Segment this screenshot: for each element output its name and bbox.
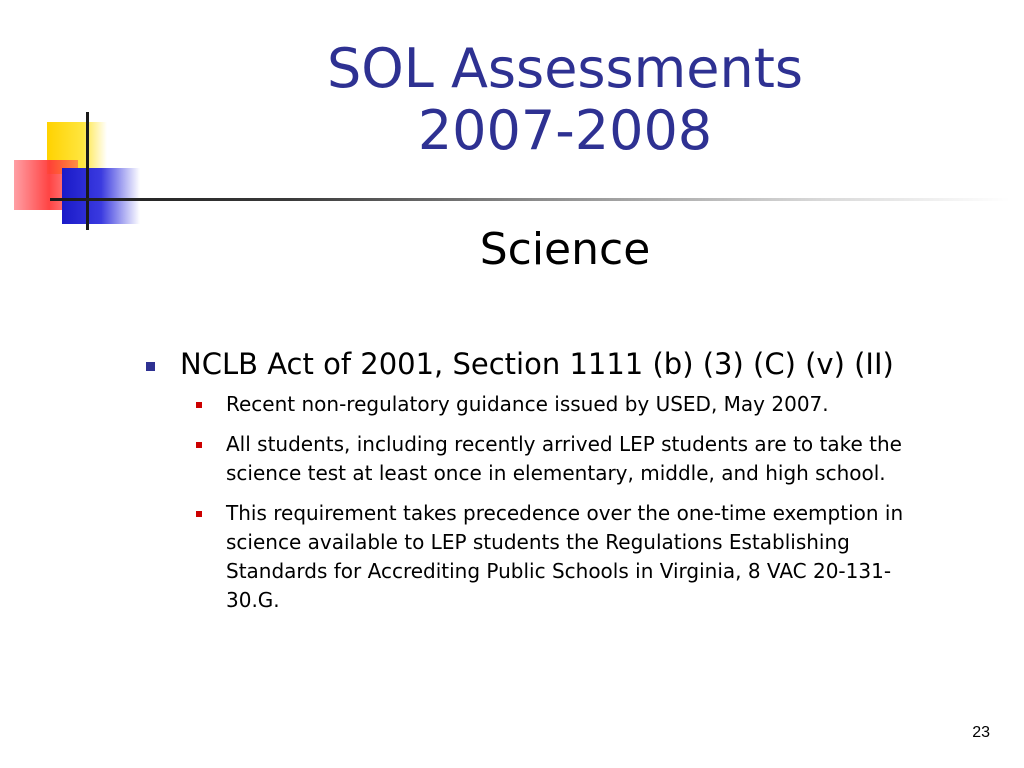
sub-bullet-text-line: science available to LEP students the Regulations Establishing [226, 530, 850, 554]
logo-vertical-line [86, 112, 89, 230]
sub-bullet-text-line: science test at least once in elementary, middle, and high school. [226, 461, 886, 485]
sub-bullet-text-line: All students, including recently arrived LEP students are to take the [226, 432, 902, 456]
sub-bullet-item [186, 390, 1000, 419]
sub-bullet-text-line: 30.G. [226, 588, 280, 612]
blue-square-bullet-icon [146, 362, 155, 371]
sub-bullet-item [186, 499, 1000, 615]
sub-bullet-list [186, 390, 1000, 615]
color-squares-logo-icon [0, 0, 200, 240]
red-square-bullet-icon [196, 442, 202, 448]
bullet-list [140, 344, 1000, 626]
sub-bullet-item [186, 430, 1000, 488]
slide-title-line-1: SOL Assessments [326, 37, 804, 100]
sub-bullet-text-line: Standards for Accrediting Public Schools in Virginia, 8 VAC 20-131- [226, 559, 892, 583]
slide-subtitle: Science [479, 224, 651, 275]
sub-bullet-text-line: Recent non-regulatory guidance issued by USED, May 2007. [226, 392, 829, 416]
red-square-bullet-icon [196, 402, 202, 408]
logo-blue-square [62, 168, 140, 224]
slide-title [300, 38, 830, 162]
sub-bullet-text-line: This requirement takes precedence over the one-time exemption in [226, 501, 904, 525]
red-square-bullet-icon [196, 511, 202, 517]
slide-title-line-2: 2007-2008 [417, 99, 713, 162]
main-bullet-item [140, 344, 1000, 384]
main-bullet-text: NCLB Act of 2001, Section 1111 (b) (3) (C) (v) (II) [180, 347, 894, 381]
title-divider-line [50, 198, 1010, 201]
page-number: 23 [972, 724, 990, 741]
